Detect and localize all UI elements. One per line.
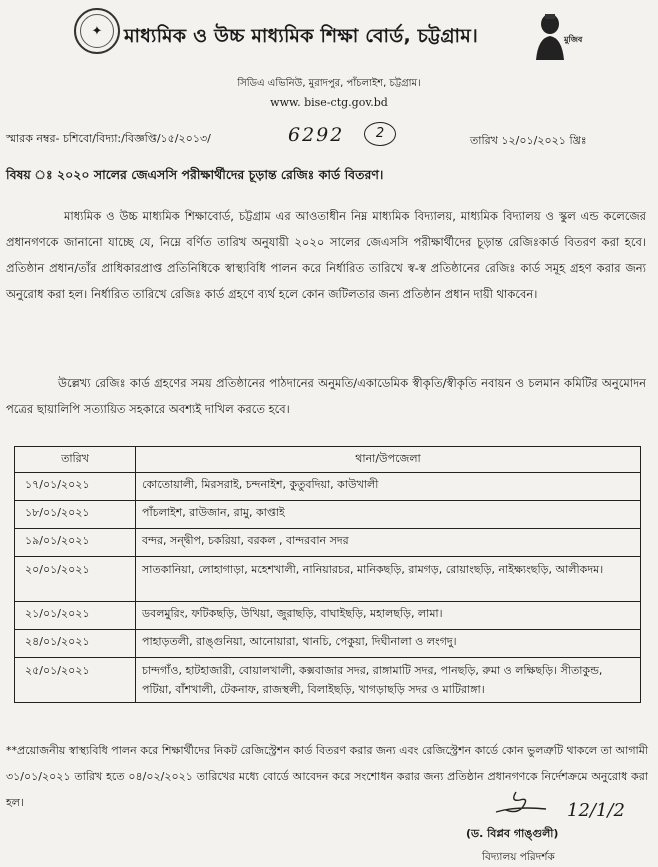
footnote-paragraph: **প্রয়োজনীয় স্বাস্থ্যবিধি পালন করে শিক্ষার্থীদের নিকট রেজিস্ট্রেশন কার্ড বিতরণ করার জন্য এবং রেজিস্ট্রেশন কার্ডে কোন ভুলত্রুটি থাকলে তা আগামী ৩১/০১/২০২১ তারিখ হতে ০৪/০২/২০২১ তারিখের মধ্যে বোর্ডে আবেদন করে সংশোধন করার জন্য প্রতিষ্ঠান প্রধানগণকে নির্দেশক্রমে অনুরোধ করা হল। bbox=[6, 744, 648, 809]
row-areas: বন্দর, সন্দ্বীপ, চকরিয়া, বরকল , বান্দরবান সদর bbox=[136, 529, 641, 557]
signature-handwritten-date: 12/1/2 bbox=[567, 800, 625, 821]
table-row bbox=[15, 630, 641, 658]
schedule-header-row bbox=[15, 447, 641, 473]
table-row bbox=[15, 557, 641, 602]
row-areas: ডবলমুরিং, ফটিকছড়ি, উখিয়া, জুরাছড়ি, বাঘাইছড়ি, মহালছড়ি, লামা। bbox=[136, 602, 641, 630]
memo-handwritten-number: 6292 bbox=[288, 124, 345, 146]
row-date: ১৮/০১/২০২১ bbox=[15, 501, 136, 529]
signatory-name: (ড. বিপ্লব গাঙ্গুলী) bbox=[466, 827, 559, 840]
mujib-logo bbox=[528, 8, 586, 64]
row-date: ২০/০১/২০২১ bbox=[15, 557, 136, 602]
row-areas: পাঁচলাইশ, রাউজান, রামু, কাপ্তাই bbox=[136, 501, 641, 529]
board-title: মাধ্যমিক ও উচ্চ মাধ্যমিক শিক্ষা বোর্ড, চট্টগ্রাম। bbox=[124, 25, 479, 47]
table-row bbox=[15, 658, 641, 703]
row-areas: কোতোয়ালী, মিরসরাই, চন্দনাইশ, কুতুবদিয়া, কাউখালী bbox=[136, 473, 641, 501]
row-date: ১৭/০১/২০২১ bbox=[15, 473, 136, 501]
signature-scribble-icon bbox=[486, 788, 556, 816]
row-areas: চান্দগাঁও, হাটহাজারী, বোয়ালখালী, কক্সবাজার সদর, রাঙ্গামাটি সদর, পানছড়ি, রুমা ও লক্ষিছড়ি। সীতাকুন্ড, পটিয়া, বাঁশখালী, টেকনাফ, রাজস্থলী, বিলাইছড়ি, খাগড়াছড়ি সদর ও মাটিরাঙ্গা। bbox=[136, 658, 641, 703]
table-row bbox=[15, 473, 641, 501]
body-paragraph-2: উল্লেখ্য রেজিঃ কার্ড গ্রহণের সময় প্রতিষ্ঠানের পাঠদানের অনুমতি/একাডেমিক স্বীকৃতি/স্বীকৃতি নবায়ন ও চলমান কমিটির অনুমোদন পত্রের ছায়ালিপি সত্যায়িত সহকারে অবশ্যই দাখিল করতে হবে। bbox=[6, 376, 646, 416]
row-date: ২৫/০১/২০২১ bbox=[15, 658, 136, 703]
board-address: সিডিএ এভিনিউ, মুরাদপুর, পাঁচলাইশ, চট্টগ্রাম। bbox=[237, 78, 421, 89]
table-row bbox=[15, 501, 641, 529]
table-row bbox=[15, 529, 641, 557]
subject-line: বিষয় ঃ ২০২০ সালের জেএসসি পরীক্ষার্থীদের চূড়ান্ত রেজিঃ কার্ড বিতরণ। bbox=[6, 167, 384, 182]
column-header-date: তারিখ bbox=[15, 447, 136, 473]
memo-date: তারিখ ১২/০১/২০২১ খ্রিঃ bbox=[470, 134, 587, 147]
memo-handwritten-circled: 2 bbox=[364, 122, 396, 146]
mujib-logo-text: মুজিব bbox=[564, 35, 583, 44]
schedule-table bbox=[14, 446, 641, 703]
column-header-area: থানা/উপজেলা bbox=[136, 447, 641, 473]
signatory-title: বিদ্যালয় পরিদর্শক bbox=[482, 851, 555, 863]
row-date: ২১/০১/২০২১ bbox=[15, 602, 136, 630]
table-row bbox=[15, 602, 641, 630]
memo-number-label: স্মারক নম্বর- চশিবো/বিদ্যা:/বিজ্ঞপ্তি/১৫/২০১৩/ bbox=[6, 132, 211, 145]
board-logo bbox=[74, 8, 120, 54]
row-areas: সাতকানিয়া, লোহাগাড়া, মহেশখালী, নানিয়ারচর, মানিকছড়ি, রামগড়, রোয়াংছড়ি, নাইক্ষ্যংছড়ি, আলীকদম। bbox=[136, 557, 641, 602]
row-date: ১৯/০১/২০২১ bbox=[15, 529, 136, 557]
row-date: ২৪/০১/২০২১ bbox=[15, 630, 136, 658]
row-areas: পাহাড়তলী, রাঙ্গুনিয়া, আনোয়ারা, থানচি, পেকুয়া, দিঘীনালা ও লংগদু। bbox=[136, 630, 641, 658]
body-paragraph-1: মাধ্যমিক ও উচ্চ মাধ্যমিক শিক্ষাবোর্ড, চট্টগ্রাম এর আওতাধীন নিম্ন মাধ্যমিক বিদ্যালয়, মাধ্যমিক বিদ্যালয় ও স্কুল এন্ড কলেজের প্রধানগণকে জানানো যাচ্ছে যে, নিম্নে বর্ণিত তারিখ অনুযায়ী ২০২০ সালের জেএসসি পরীক্ষার্থীদের চূড়ান্ত রেজিঃকার্ড বিতরণ করা হবে। প্রতিষ্ঠান প্রধান/তাঁর প্রাধিকারপ্রাপ্ত প্রতিনিধিকে স্বাস্থ্যবিধি পালন করে নির্ধারিত তারিখে স্ব-স্ব প্রতিষ্ঠানের রেজিঃ কার্ড সমূহ গ্রহণ করার জন্য অনুরোধ করা হল। নির্ধারিত তারিখে রেজিঃ কার্ড গ্রহণে ব্যর্থ হলে কোন জটিলতার জন্য প্রতিষ্ঠান প্রধান দায়ী থাকবেন। bbox=[6, 209, 646, 301]
board-seal-icon: ✦ bbox=[80, 14, 114, 48]
board-website: www. bise-ctg.gov.bd bbox=[270, 96, 388, 109]
